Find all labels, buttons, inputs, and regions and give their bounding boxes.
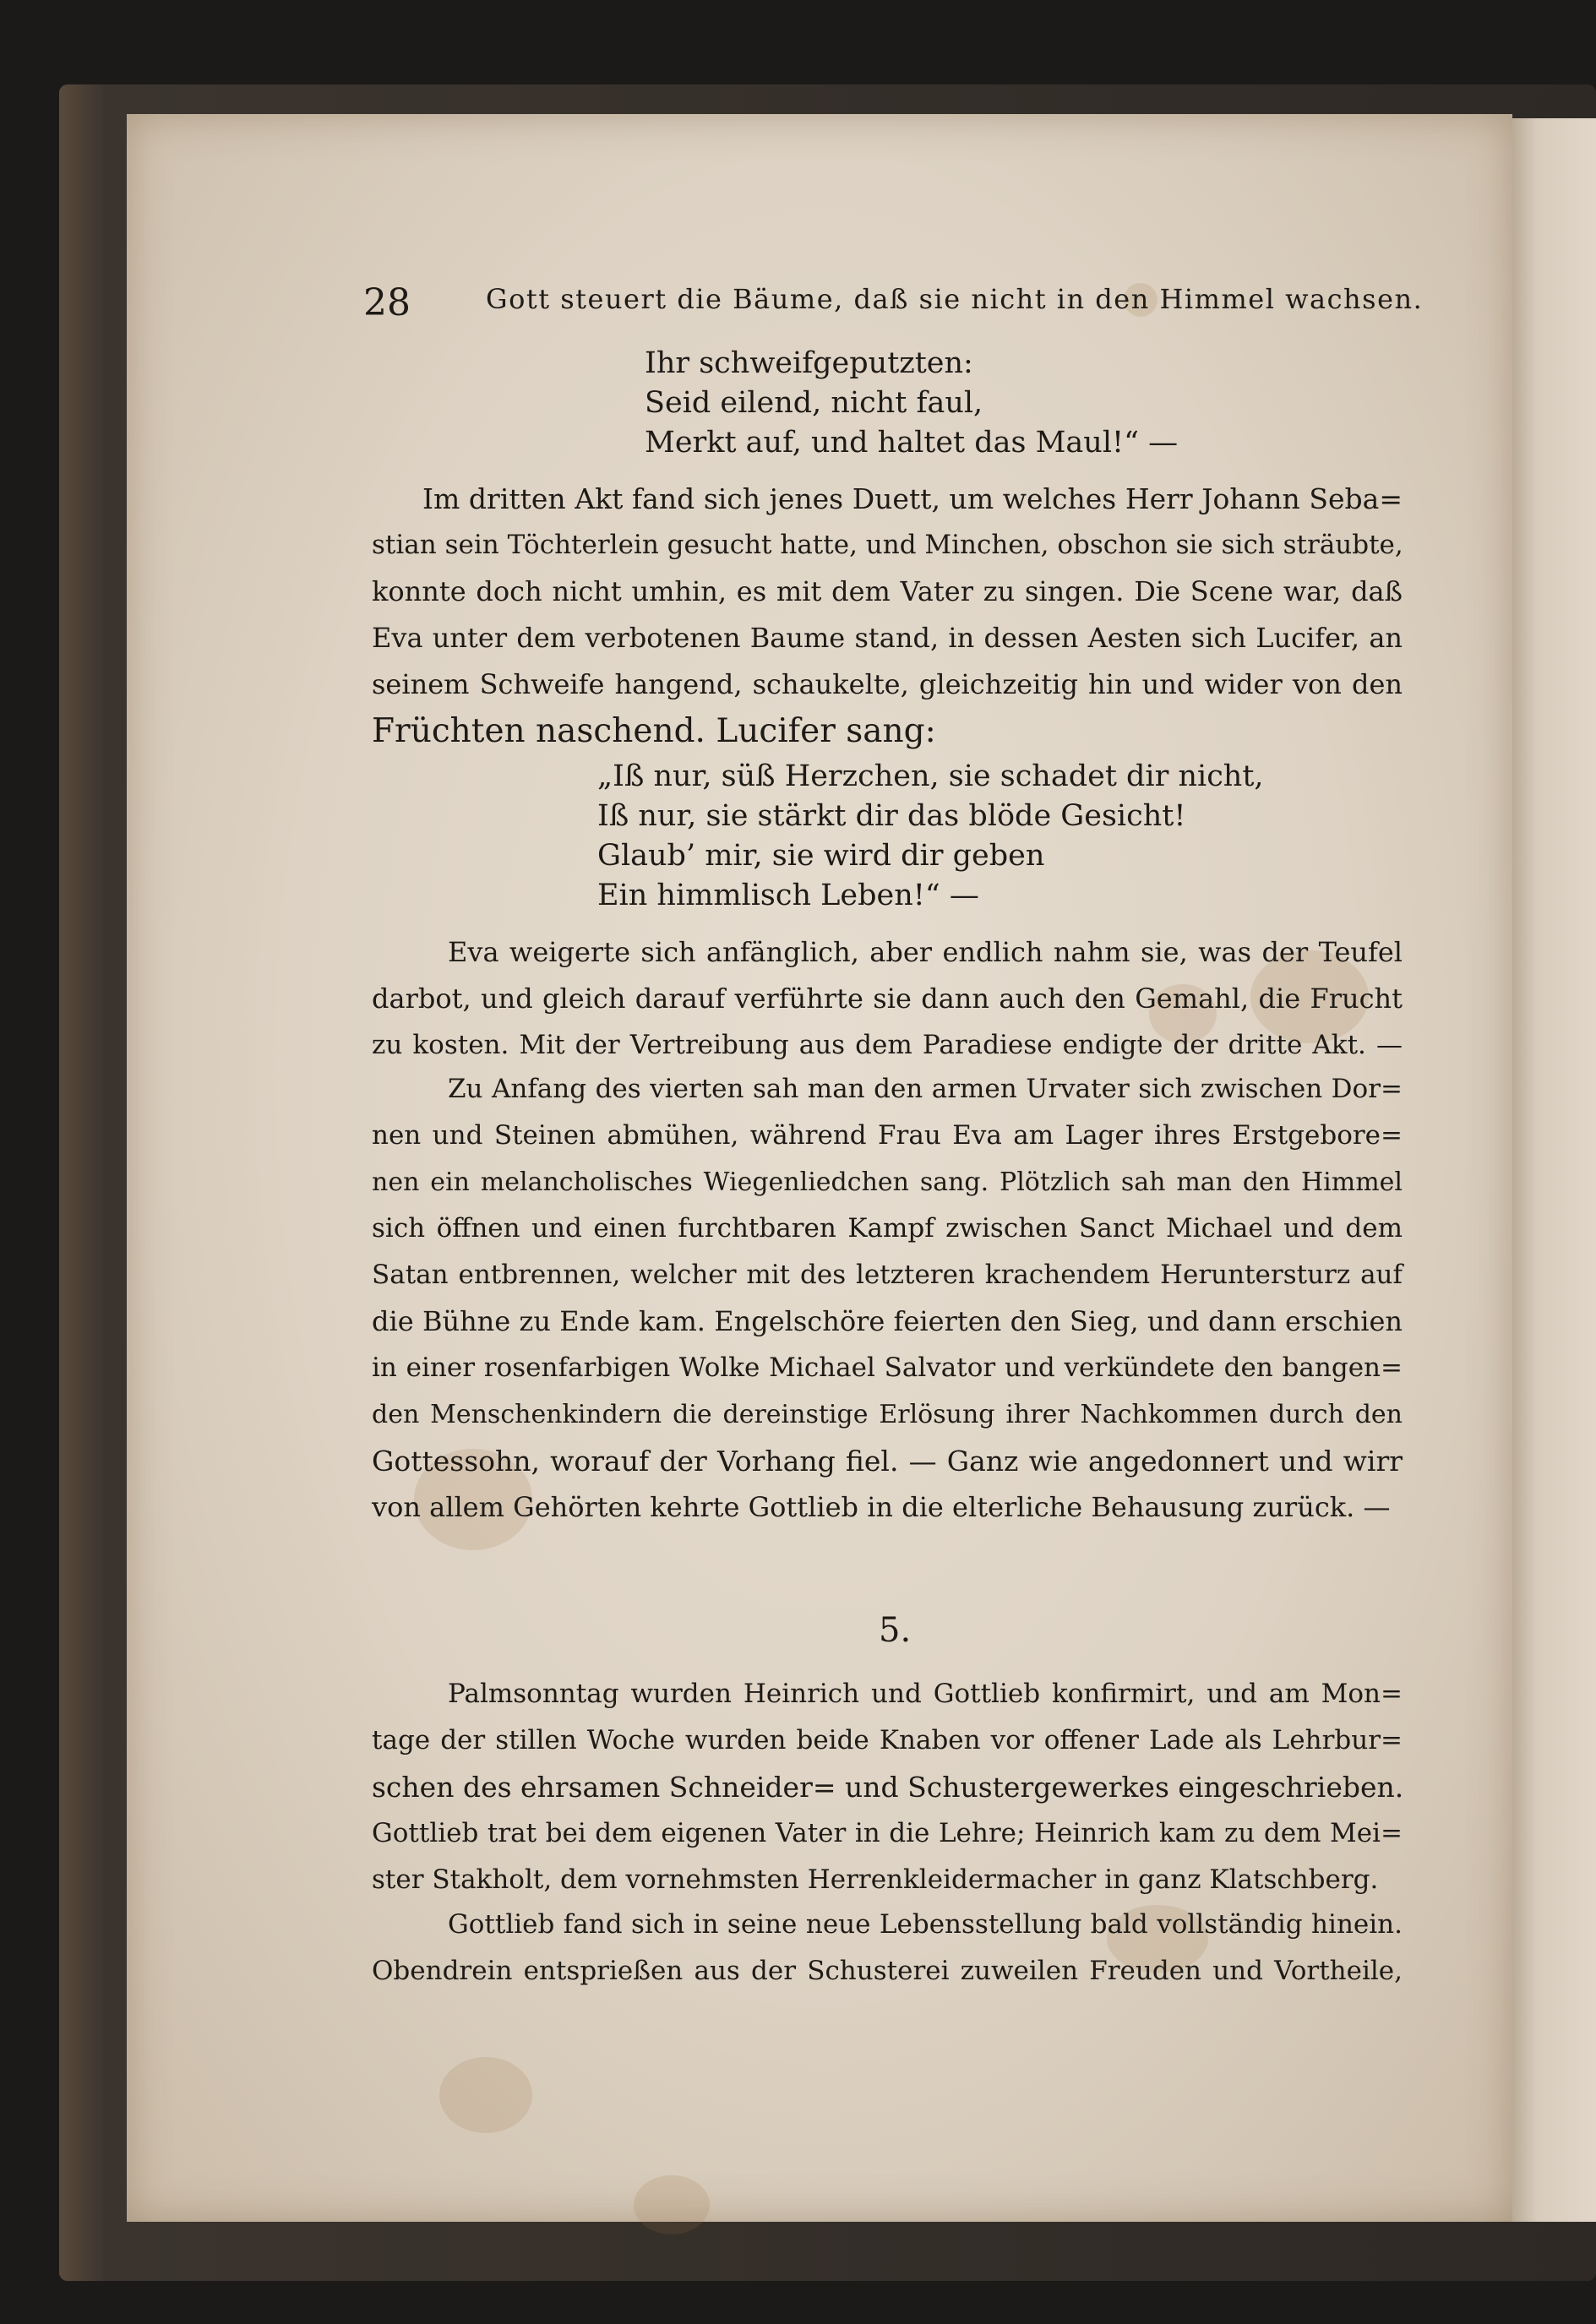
text-line: Eva weigerte sich anfänglich, aber endlich nahm sie, was der Teufel [448,936,1403,968]
text-line: schen des ehrsamen Schneider= und Schustergewerkes eingeschrieben. [372,1771,1404,1804]
text-line: Gottlieb trat bei dem eigenen Vater in die Lehre; Heinrich kam zu dem Mei= [372,1818,1403,1848]
text-line: seinem Schweife hangend, schaukelte, gleichzeitig hin und wider von den [372,668,1403,700]
verse-line: Ihr schweifgeputzten: [645,346,973,380]
foxing-stain [634,2175,710,2234]
text-line: Eva unter dem verbotenen Baume stand, in dessen Aesten sich Lucifer, an [372,622,1403,654]
text-line: nen und Steinen abmühen, während Frau Eva am Lager ihres Erstgebore= [372,1120,1403,1151]
verse-line: Merkt auf, und haltet das Maul!“ — [645,426,1179,460]
text-line: Gottlieb fand sich in seine neue Lebensstellung bald vollständig hinein. [448,1909,1403,1940]
text-line: tage der stillen Woche wurden beide Knaben vor offener Lade als Lehrbur= [372,1725,1403,1755]
text-line: nen ein melancholisches Wiegenliedchen sang. Plötzlich sah man den Himmel [372,1167,1403,1197]
verse-line: Glaub’ mir, sie wird dir geben [597,839,1045,873]
text-line: die Bühne zu Ende kam. Engelschöre feierten den Sieg, und dann erschien [372,1305,1403,1337]
text-line: Obendrein entsprießen aus der Schusterei zuweilen Freuden und Vortheile, [372,1956,1403,1986]
text-line: zu kosten. Mit der Vertreibung aus dem Paradiese endigte der dritte Akt. — [372,1030,1403,1060]
verse-line: Ein himmlisch Leben!“ — [597,879,979,912]
paragraph-2 [372,929,1403,1069]
text-line: stian sein Töchterlein gesucht hatte, und Minchen, obschon sie sich sträubte, [372,530,1403,560]
text-line: sich öffnen und einen furchtbaren Kampf zwischen Sanct Michael und dem [372,1213,1403,1244]
text-line: Satan entbrennen, welcher mit des letzteren krachendem Heruntersturz auf [372,1260,1403,1290]
text-line: darbot, und gleich darauf verführte sie dann auch den Gemahl, die Frucht [372,982,1403,1015]
paragraph-1 [372,476,1403,754]
running-head: Gott steuert die Bäume, daß sie nicht in den Himmel wachsen. [486,283,1424,315]
paragraph-3 [372,1066,1403,1531]
page-right-edge [1512,118,1596,2222]
text-line: Im dritten Akt fand sich jenes Duett, um welches Herr Johann Seba= [422,482,1403,515]
text-line: ster Stakholt, dem vornehmsten Herrenkleidermacher in ganz Klatschberg. [372,1864,1379,1895]
text-line: in einer rosenfarbigen Wolke Michael Salvator und verkündete den bangen= [372,1352,1403,1383]
section-number: 5. [879,1611,912,1650]
page-number: 28 [363,281,411,324]
paragraph-4 [372,1671,1403,1903]
text-line: Früchten naschend. Lucifer sang: [372,712,936,750]
verse-line: Seid eilend, nicht faul, [645,386,983,420]
verse-line: „Iß nur, süß Herzchen, sie schadet dir nicht, [597,759,1264,793]
text-line: Zu Anfang des vierten sah man den armen Urvater sich zwischen Dor= [448,1074,1403,1104]
verse-line: Iß nur, sie stärkt dir das blöde Gesicht! [597,799,1186,833]
text-line: den Menschenkindern die dereinstige Erlösung ihrer Nachkommen durch den [372,1400,1403,1429]
text-line: Palmsonntag wurden Heinrich und Gottlieb konfirmirt, und am Mon= [448,1679,1403,1709]
text-line: konnte doch nicht umhin, es mit dem Vater zu singen. Die Scene war, daß [372,575,1403,607]
paragraph-5 [372,1902,1403,1995]
verse-block-1 [645,344,1178,463]
text-line: Gottessohn, worauf der Vorhang fiel. — Ganz wie angedonnert und wirr [372,1445,1403,1478]
text-line: von allem Gehörten kehrte Gottlieb in die elterliche Behausung zurück. — [372,1491,1391,1523]
foxing-stain [439,2057,532,2133]
verse-block-2 [597,757,1264,916]
